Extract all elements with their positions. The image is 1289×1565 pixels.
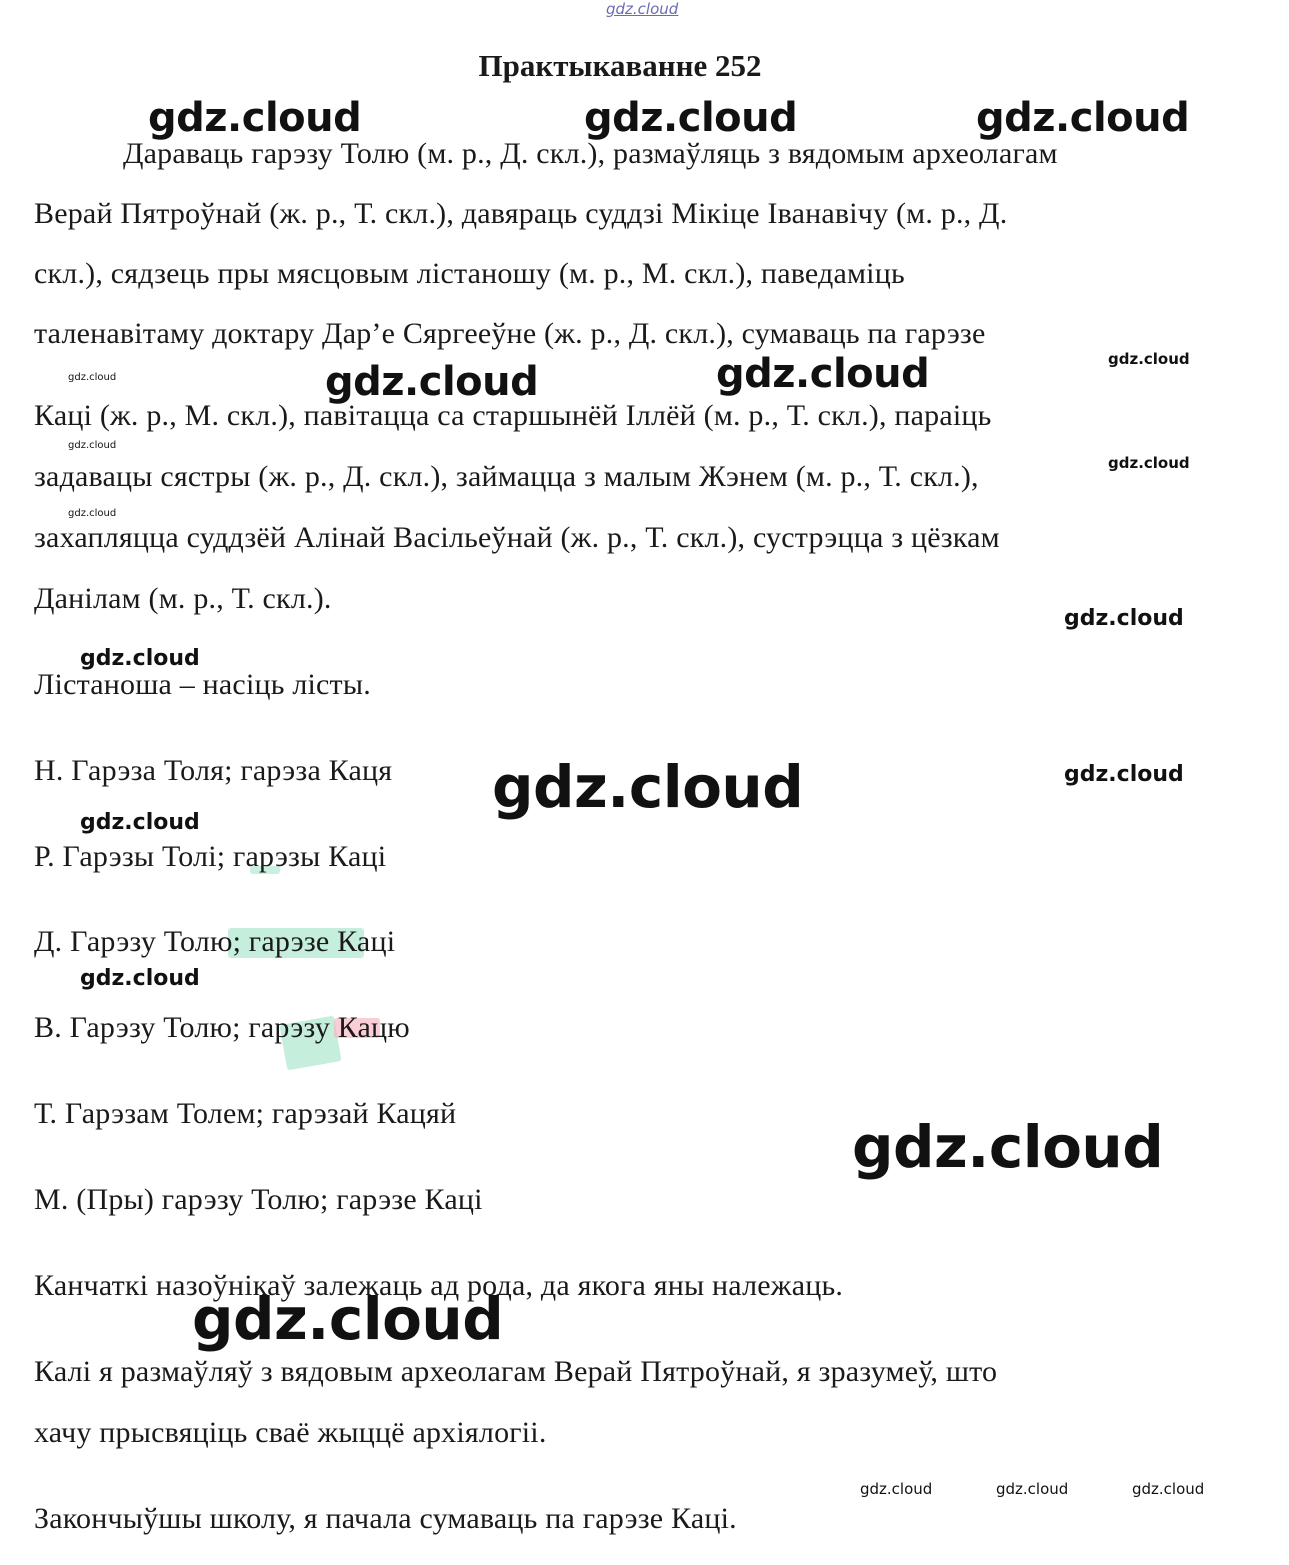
definition-line: Лістаноша – насіць лісты. — [34, 668, 371, 701]
watermark-text: gdz.cloud — [80, 810, 200, 835]
paragraph-line: Каці (ж. р., М. скл.), павітацца са старшынёй Іллёй (м. р., Т. скл.), параіць — [34, 399, 992, 432]
watermark-text: gdz.cloud — [192, 1285, 504, 1353]
watermark-text: gdz.cloud — [584, 95, 798, 141]
watermark-text: gdz.cloud — [606, 0, 679, 18]
watermark-text: gdz.cloud — [80, 646, 200, 671]
paragraph-line: захапляцца суддзёй Алінай Васільеўнай (ж. р., Т. скл.), сустрэцца з цёзкам — [34, 521, 1000, 554]
paragraph-line: Дараваць гарэзу Толю (м. р., Д. скл.), размаўляць з вядомым археолагам — [123, 137, 1058, 170]
watermark-text: gdz.cloud — [1108, 454, 1190, 472]
watermark-text: gdz.cloud — [68, 508, 117, 519]
watermark-text: gdz.cloud — [996, 1480, 1069, 1498]
sentence-line: Закончыўшы школу, я пачала сумаваць па гарэзе Каці. — [34, 1502, 737, 1535]
watermark-text: gdz.cloud — [68, 372, 117, 383]
declension-row: Д. Гарэзу Толю; гарэзе Каці — [34, 925, 396, 958]
paragraph-line: Верай Пятроўнай (ж. р., Т. скл.), давяраць суддзі Мікіце Іванавічу (м. р., Д. — [34, 197, 1008, 230]
watermark-text: gdz.cloud — [148, 95, 362, 141]
declension-row: М. (Пры) гарэзу Толю; гарэзе Каці — [34, 1183, 483, 1216]
paragraph-line: скл.), сядзець пры мясцовым лістаношу (м. р., М. скл.), паведаміць — [34, 257, 905, 290]
declension-row: Т. Гарэзам Толем; гарэзай Кацяй — [34, 1097, 457, 1130]
watermark-text: gdz.cloud — [716, 351, 930, 397]
sentence-line: Калі я размаўляў з вядовым археолагам Верай Пятроўнай, я зразумеў, што — [34, 1355, 998, 1388]
watermark-text: gdz.cloud — [860, 1480, 933, 1498]
sentence-line: хачу прысвяціць сваё жыццё архіялогіі. — [34, 1416, 547, 1449]
watermark-text: gdz.cloud — [976, 95, 1190, 141]
paragraph-line: таленавітаму доктару Дар’е Сяргееўне (ж. р., Д. скл.), сумаваць па гарэзе — [34, 317, 986, 350]
paragraph-line: Данілам (м. р., Т. скл.). — [34, 582, 332, 615]
declension-row: Н. Гарэза Толя; гарэза Каця — [34, 754, 393, 787]
watermark-text: gdz.cloud — [1064, 606, 1184, 631]
watermark-text: gdz.cloud — [68, 440, 117, 451]
watermark-text: gdz.cloud — [852, 1113, 1164, 1181]
watermark-text: gdz.cloud — [1132, 1480, 1205, 1498]
watermark-text: gdz.cloud — [1108, 350, 1190, 368]
watermark-text: gdz.cloud — [492, 753, 804, 821]
paragraph-line: задавацы сястры (ж. р., Д. скл.), займацца з малым Жэнем (м. р., Т. скл.), — [34, 460, 979, 493]
watermark-text: gdz.cloud — [1064, 762, 1184, 787]
declension-row: Р. Гарэзы Толі; гарэзы Каці — [34, 840, 387, 873]
watermark-text: gdz.cloud — [325, 359, 539, 405]
page-title: Практыкаванне 252 — [478, 48, 762, 83]
conclusion-line: Канчаткі назоўнікаў залежаць ад рода, да якога яны належаць. — [34, 1269, 844, 1302]
watermark-text: gdz.cloud — [80, 966, 200, 991]
declension-row: В. Гарэзу Толю; гарэзу Кацю — [34, 1011, 410, 1044]
